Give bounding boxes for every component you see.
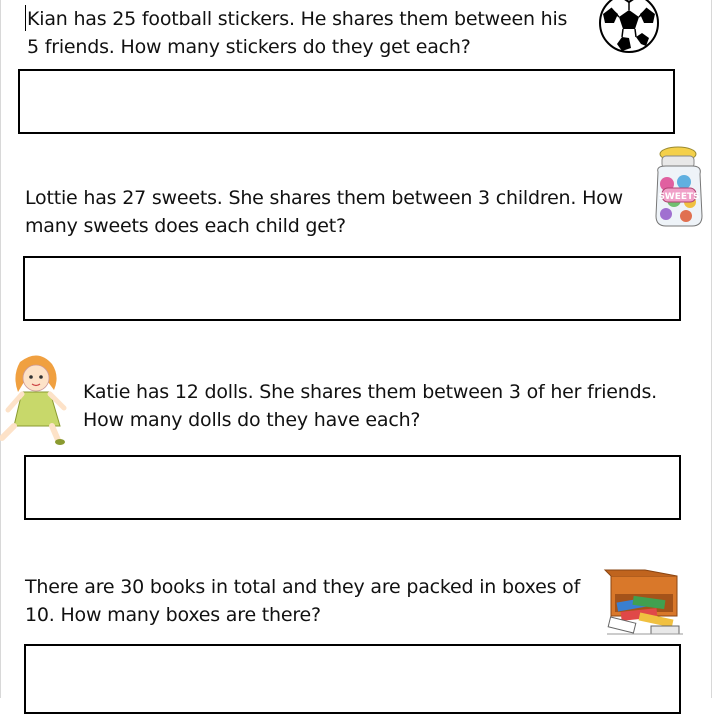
question-3-line-2: How many dolls do they have each?: [83, 409, 421, 431]
sweet-jar-icon: [652, 144, 712, 230]
question-2-line-1: Lottie has 27 sweets. She shares them between 3 children. How: [25, 187, 623, 209]
text-cursor: [25, 5, 26, 31]
football-icon: [598, 0, 660, 54]
question-4-line-1: There are 30 books in total and they are packed in boxes of: [25, 576, 581, 598]
answer-box-2[interactable]: [23, 256, 681, 321]
books-box-icon: [605, 570, 685, 638]
svg-text:SWEETS: SWEETS: [658, 192, 700, 202]
question-4-line-2: 10. How many boxes are there?: [25, 604, 321, 626]
question-3-line-1: Katie has 12 dolls. She shares them between 3 of her friends.: [83, 381, 658, 403]
answer-box-4[interactable]: [24, 644, 681, 714]
answer-box-1[interactable]: [18, 69, 675, 134]
question-2-line-2: many sweets does each child get?: [25, 215, 346, 237]
question-1-line-1: Kian has 25 football stickers. He shares them between his: [27, 8, 568, 30]
question-1-line-2: 5 friends. How many stickers do they get each?: [27, 36, 471, 58]
page-left-edge: [0, 0, 1, 698]
answer-box-3[interactable]: [24, 455, 681, 520]
doll-icon: [0, 352, 72, 448]
